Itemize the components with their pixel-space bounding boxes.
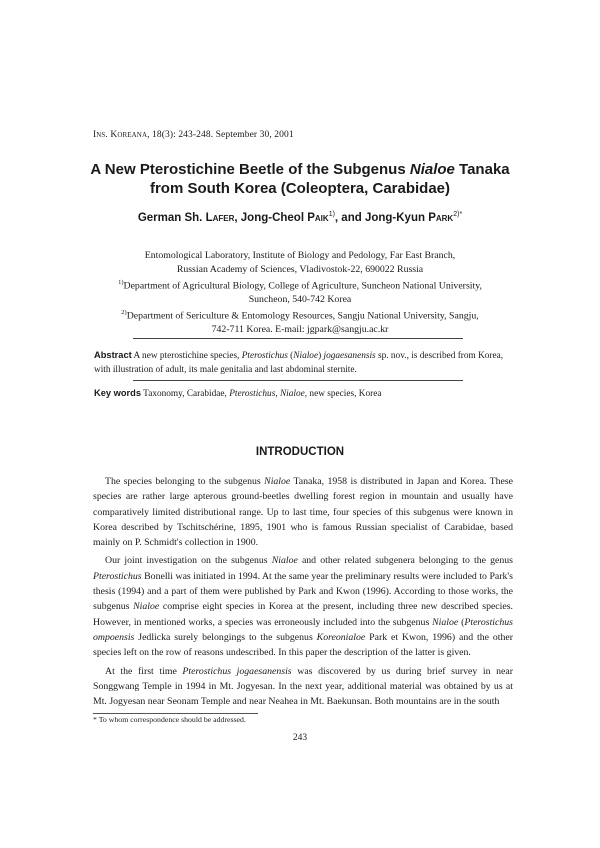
affiliation-line: $^{2)}$Department of Sericulture & Entomology Resources, Sangju National University, Sangju, xyxy=(121,309,479,322)
paper-title: A New Pterostichine Beetle of the Subgenus Nialoe Tanaka from South Korea (Coleoptera, Carabidae) xyxy=(90,161,510,197)
paragraph: Our joint investigation on the subgenus Nialoe and other related subgenera belonging to the genus Pterostichus Bonelli was initiated in 1994. At the same year the preliminary results were included to Park's thesis (1994) and a part of them were published by Park and Kwon (1996). According to those works, the subgenus Nialoe comprise eight species in Korea at the present, including three new described species. However, in mentioned works, a species was erroneously included into the subgenus Nialoe (Pterostichus ompoensis Jedlicka surely belongings to the subgenus Koreonialoe Park et Kwon, 1996) and the other species left on the row of reasons undescribed. In this paper the description of the latter is given. xyxy=(93,555,513,659)
affiliation-line: $^{1)}$Department of Agricultural Biology, College of Agriculture, Suncheon National University, xyxy=(118,279,482,292)
divider xyxy=(133,338,463,339)
section-heading: INTRODUCTION xyxy=(255,446,345,458)
abstract: Abstract A new pterostichine species, Pterostichus (Nialoe) jogaesanensis sp. nov., is described from Korea, with illustration of adult, its male genitalia and last abdominal sternite. xyxy=(94,350,504,375)
affiliation-line: Entomological Laboratory, Institute of Biology and Pedology, Far East Branch, xyxy=(144,250,456,261)
affiliation-line: 742-711 Korea. E-mail: jgpark@sangju.ac.kr xyxy=(211,324,389,336)
divider xyxy=(133,380,463,381)
paragraph: The species belonging to the subgenus Nialoe Tanaka, 1958 is distributed in Japan and Korea. These species are rather large apterous ground-beetles dwelling forest region in mountain and usually have comparatively limited distributional range. Up to last time, four species of this subgenus were known in Korea described by Tschitschérine, 1895, 1901 who is famous Russian specialist of Carabidae, based mainly on P. Schmidt's collection in 1900. xyxy=(93,476,513,549)
paragraph: At the first time Pterostichus jogaesanensis was discovered by us during brief survey in near Songgwang Temple in 1994 in Mt. Jogyesan. In the next year, additional material was obtained by us at Mt. Jogyesan near Seonam Temple and near Neahea in Mt. Baekunsan. Both mountains are in the south xyxy=(93,665,513,708)
page-number: 243 xyxy=(292,733,308,743)
footnote: * To whom correspondence should be addressed. xyxy=(93,715,246,724)
journal-citation: Ins. Koreana, 18(3): 243-248. September 30, 2001 xyxy=(93,130,294,140)
footnote-divider xyxy=(93,713,258,714)
affiliations xyxy=(90,249,510,337)
affiliation-line: Russian Academy of Sciences, Vladivostok-22, 690022 Russia xyxy=(176,263,424,275)
body-text xyxy=(93,474,513,712)
keywords-label: Key words xyxy=(94,388,142,398)
abstract-label: Abstract xyxy=(94,350,132,360)
author-list: German Sh. Lafer, Jong-Cheol Paik$^{1)}$, and Jong-Kyun Park$^{2)*}$ xyxy=(137,211,463,224)
affiliation-line: Suncheon, 540-742 Korea xyxy=(248,293,352,305)
keywords: Key words Taxonomy, Carabidae, Pterostichus, Nialoe, new species, Korea xyxy=(94,388,382,399)
